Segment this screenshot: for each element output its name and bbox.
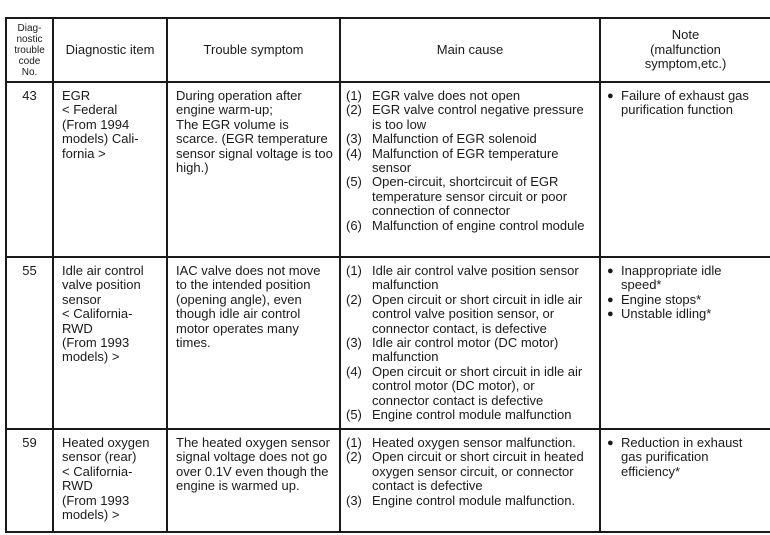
cause-item [346,365,593,408]
table-row [6,429,770,532]
cause-text: Open circuit or short circuit in heated oxygen sensor circuit, or connector contact is defective [372,449,584,494]
cause-number: (4) [346,145,362,161]
bullet-icon: ● [607,90,614,102]
trouble-code: 55 [6,257,53,429]
header-row [6,18,770,82]
cause-text: Malfunction of EGR temperature sensor [372,145,559,176]
diagnostic-item: Heated oxygen sensor (rear) < California- RWD (From 1993 models) > [53,429,167,532]
trouble-symptom: IAC valve does not move to the intended position (opening angle), even though idle air control motor operates many times. [167,257,340,429]
main-cause-cell [340,257,600,429]
cause-item [346,132,593,146]
trouble-symptom: The heated oxygen sensor signal voltage does not go over 0.1V even though the engine is warmed up. [167,429,340,532]
bullet-icon: ● [607,265,614,277]
bullet-icon: ● [607,293,614,306]
note-cell [600,257,770,429]
cause-text: Malfunction of EGR solenoid [372,131,537,147]
diagnostic-trouble-code-table [5,17,770,533]
cause-number: (2) [346,102,362,118]
header-symptom: Trouble symptom [167,18,340,82]
cause-number: (5) [346,407,362,423]
cause-number: (3) [346,335,362,351]
cause-item [346,450,593,493]
main-cause-cell [340,82,600,257]
cause-number: (1) [346,435,362,450]
cause-number: (1) [346,263,362,278]
cause-text: Idle air control valve position sensor malfunction [372,263,579,293]
header-note: Note (malfunction symptom,etc.) [600,18,770,82]
trouble-code: 59 [6,429,53,532]
cause-text: Open circuit or short circuit in idle air control valve position sensor, or connector contact, is defective [372,291,583,336]
diagnostic-item: EGR < Federal (From 1994 models) Cali- fornia > [53,82,167,257]
header-code: Diag- nostic trouble code No. [6,18,53,82]
note-text: Reduction in exhaust gas purification efficiency* [621,435,743,479]
cause-item [346,175,593,218]
cause-item [346,408,593,422]
cause-number: (5) [346,174,362,190]
note-text: Engine stops* [621,291,702,307]
cause-item [346,103,593,132]
cause-item [346,436,593,450]
bullet-icon: ● [607,308,614,321]
bullet-icon: ● [607,437,614,449]
note-item [607,293,764,307]
table-row [6,82,770,257]
cause-text: Engine control module malfunction [372,407,572,423]
note-item [607,264,764,293]
diagnostic-item: Idle air control valve position sensor < California- RWD (From 1993 models) > [53,257,167,429]
cause-text: EGR valve does not open [372,88,521,103]
cause-item [346,336,593,365]
note-item [607,436,764,479]
note-item [607,307,764,321]
cause-text: Open circuit or short circuit in idle air control motor (DC motor), or connector contact is defective [372,363,583,408]
cause-item [346,293,593,336]
cause-text: Engine control module malfunction. [372,492,576,508]
cause-text: Open-circuit, shortcircuit of EGR temperature sensor circuit or poor connection of connector [372,174,568,219]
cause-text: Heated oxygen sensor malfunction. [372,435,576,450]
note-text: Failure of exhaust gas purification function [621,88,749,118]
note-text: Inappropriate idle speed* [621,263,722,293]
cause-item [346,147,593,176]
cause-number: (2) [346,449,362,465]
main-cause-cell [340,429,600,532]
header-item: Diagnostic item [53,18,167,82]
table-row [6,257,770,429]
note-text: Unstable idling* [621,306,712,322]
cause-number: (6) [346,217,362,233]
cause-number: (4) [346,363,362,379]
header-cause: Main cause [340,18,600,82]
cause-item [346,264,593,293]
cause-number: (3) [346,492,362,508]
cause-text: EGR valve control negative pressure is too low [372,102,584,132]
note-cell [600,82,770,257]
cause-text: Malfunction of engine control module [372,217,585,233]
cause-item [346,219,593,233]
note-cell [600,429,770,532]
note-item [607,89,764,118]
trouble-symptom: During operation after engine warm-up; The EGR volume is scarce. (EGR temperature sensor signal voltage is too high.) [167,82,340,257]
cause-text: Idle air control motor (DC motor) malfunction [372,335,559,365]
cause-item [346,494,593,508]
cause-number: (1) [346,88,362,103]
trouble-code: 43 [6,82,53,257]
cause-number: (2) [346,291,362,307]
cause-number: (3) [346,131,362,147]
cause-item [346,89,593,103]
